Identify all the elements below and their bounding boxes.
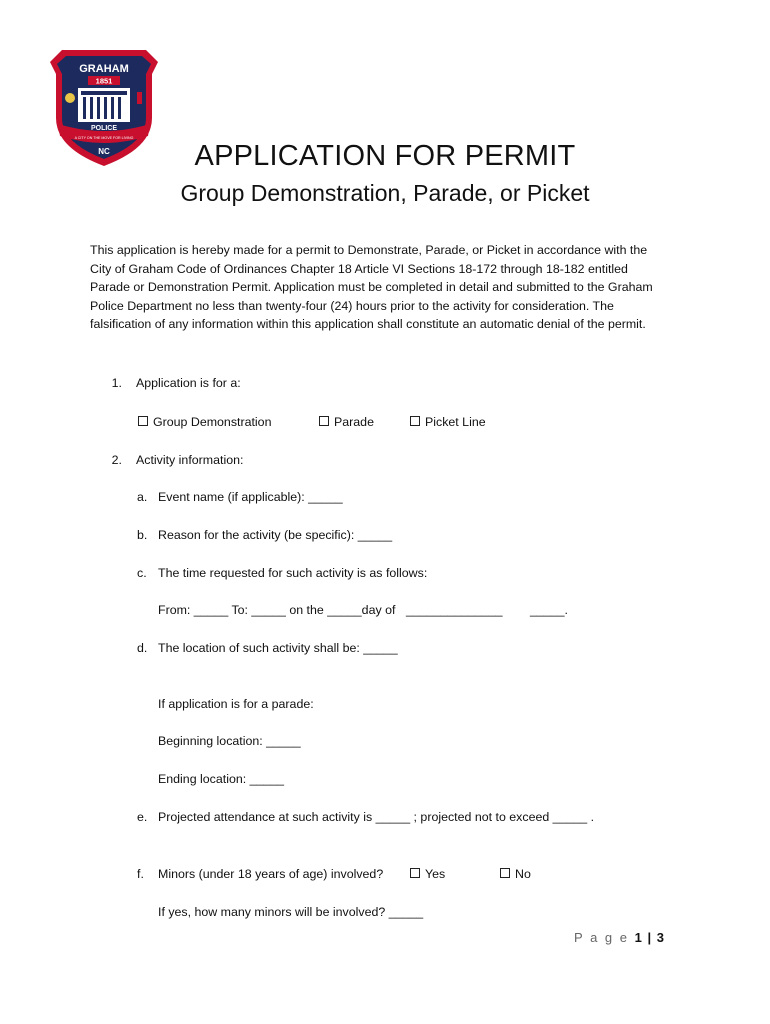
option-picket-line[interactable] — [410, 415, 486, 429]
item-c-letter: c. — [137, 566, 147, 580]
event-name-field[interactable]: Event name (if applicable): _____ — [158, 490, 343, 504]
intro-line: Parade or Demonstration Permit. Application must be completed in detail and submitted to the Graham — [90, 280, 653, 295]
beginning-location-field[interactable]: Beginning location: _____ — [158, 734, 301, 748]
item-d-letter: d. — [137, 641, 148, 655]
q2-number: 2. — [111, 453, 122, 467]
item-e-letter: e. — [137, 810, 148, 824]
time-requested-label: The time requested for such activity is as follows: — [158, 566, 428, 580]
page-current: 1 — [634, 930, 642, 945]
checkbox-icon[interactable] — [410, 868, 420, 878]
option-label: Picket Line — [425, 415, 486, 429]
minors-count-field[interactable]: If yes, how many minors will be involved? _____ — [158, 905, 424, 919]
item-f-letter: f. — [137, 867, 144, 881]
month-field[interactable]: ______________ — [406, 603, 503, 617]
reason-field[interactable]: Reason for the activity (be specific): _____ — [158, 528, 393, 542]
option-minors-no[interactable] — [500, 867, 531, 881]
intro-line: This application is hereby made for a permit to Demonstrate, Parade, or Picket in accordance with the — [90, 243, 648, 257]
option-label: Yes — [425, 867, 446, 881]
location-field[interactable]: The location of such activity shall be: _____ — [158, 641, 398, 655]
intro-line: falsification of any information within this application shall constitute an automatic denial of the permit. — [90, 317, 646, 332]
document-subtitle: Group Demonstration, Parade, or Picket — [180, 180, 590, 206]
checkbox-icon[interactable] — [319, 416, 329, 426]
year-field[interactable]: _____. — [530, 603, 568, 617]
option-minors-yes[interactable] — [410, 867, 445, 881]
item-b-letter: b. — [137, 528, 148, 542]
badge-top-text: GRAHAM — [79, 63, 129, 75]
option-label: Parade — [334, 415, 374, 429]
attendance-field[interactable]: Projected attendance at such activity is _____ ; projected not to exceed _____ . — [158, 810, 595, 824]
badge-ribbon-text: A CITY ON THE MOVE FOR LIVING — [74, 136, 134, 140]
badge-bottom-text: NC — [98, 147, 110, 156]
option-label: No — [515, 867, 531, 881]
parade-note: If application is for a parade: — [158, 697, 314, 711]
q1-number: 1. — [111, 376, 122, 390]
checkbox-icon[interactable] — [410, 416, 420, 426]
option-parade[interactable] — [319, 415, 374, 429]
option-group-demonstration[interactable] — [138, 415, 271, 429]
page-word: P a g e — [574, 930, 630, 945]
badge-year: 1851 — [95, 76, 113, 86]
q2-label: Activity information: — [136, 453, 244, 467]
q1-label: Application is for a: — [136, 376, 241, 390]
minors-question: Minors (under 18 years of age) involved? — [158, 867, 384, 881]
intro-line: Police Department no less than twenty-four (24) hours prior to the activity for consideration. The — [90, 298, 614, 313]
intro-paragraph — [90, 241, 690, 334]
document-title: APPLICATION FOR PERMIT — [194, 140, 576, 172]
option-label: Group Demonstration — [153, 415, 272, 429]
page-separator: | — [647, 930, 652, 945]
item-a-letter: a. — [137, 490, 148, 504]
ending-location-field[interactable]: Ending location: _____ — [158, 772, 285, 786]
page-total: 3 — [656, 930, 664, 945]
page-number-footer — [574, 930, 664, 945]
checkbox-icon[interactable] — [138, 416, 148, 426]
intro-line: City of Graham Code of Ordinances Chapter 18 Article VI Sections 18-172 through 18-182 entitled — [90, 261, 628, 276]
checkbox-icon[interactable] — [500, 868, 510, 878]
from-to-date-field[interactable]: From: _____ To: _____ on the _____day of — [158, 603, 396, 617]
badge-band-text: POLICE — [90, 125, 118, 132]
